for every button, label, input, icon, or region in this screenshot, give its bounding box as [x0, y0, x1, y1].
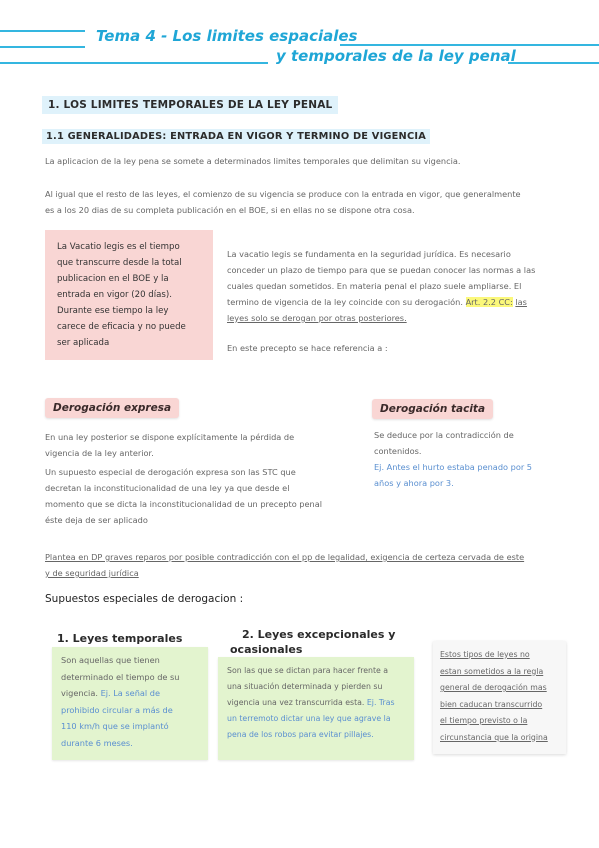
vacatio-text-line: La vacatio legis se fundamenta en la seguridad jurídica. Es necesario — [227, 249, 511, 259]
planteo-line-2: y de seguridad jurídica — [45, 568, 139, 578]
header-line-left-bottom — [0, 46, 85, 48]
tacita-example-line: Ej. Antes el hurto estaba penado por 5 — [374, 462, 533, 472]
vacatio-text-line: cuales quedan sometidos. En materia penal el plazo suele ampliarse. El — [227, 281, 522, 291]
vacatio-note-line: ser aplicada — [57, 338, 110, 348]
card2-example: Ej. Tras — [366, 698, 395, 707]
header-line-right-bottom — [508, 62, 599, 64]
expresa-line: En una ley posterior se dispone explícitamente la pérdida de — [45, 432, 295, 442]
card3-line: el tiempo previsto o la — [440, 716, 528, 725]
vacatio-text-line: leyes solo se derogan por otras posteriores. — [227, 313, 407, 323]
section-heading: 1. LOS LIMITES TEMPORALES DE LA LEY PENAL — [42, 96, 338, 114]
vigencia-line-2: es a los 20 dias de su completa publicación en el BOE, si en ellas no se dispone otra cosa. — [45, 205, 415, 215]
planteo-paragraph — [45, 549, 585, 581]
card1-line-3 — [61, 685, 208, 702]
card3-line: bien caducan transcurrido — [440, 699, 543, 709]
card1-line: prohibido circular a más de — [61, 704, 173, 715]
vacatio-text-line: conceder un plazo de tiempo para que se puedan conocer las normas a las — [227, 265, 536, 275]
card3-line: circunstancia que la origina — [440, 732, 548, 742]
card2-line: Son las que se dictan para hacer frente a — [227, 666, 389, 675]
tacita-line: Se deduce por la contradicción de — [374, 430, 514, 440]
intro-paragraph — [45, 153, 565, 169]
vacatio-note-line: La Vacatio legis es el tiempo — [57, 242, 180, 252]
card-derogacion-note — [433, 641, 566, 754]
card-leyes-temporales — [52, 647, 208, 760]
card2-line: una situación determinada y pierden su — [227, 682, 383, 691]
vacatio-text-span: las — [515, 297, 527, 307]
card-leyes-excepcionales — [218, 657, 414, 760]
page-title-line2: y temporales de la ley penal — [276, 47, 516, 65]
header-line-right-top — [340, 44, 599, 46]
vacatio-explanation — [227, 246, 572, 356]
tacita-example-line: años y ahora por 3. — [374, 478, 454, 488]
vigencia-paragraph — [45, 186, 585, 218]
card2-line: pena de los robos para evitar pillajes. — [227, 730, 374, 739]
vacatio-note-line: que transcurre desde la total — [57, 258, 182, 268]
vacatio-text-line-4 — [227, 294, 572, 310]
card1-line: determinado el tiempo de su — [61, 671, 180, 682]
header-line-mid-bottom — [0, 62, 268, 64]
card-leyes-temporales-title: 1. Leyes temporales — [57, 632, 183, 645]
derogacion-tacita-text — [374, 427, 574, 491]
vacatio-text-span: termino de vigencia de la ley coincide con su derogación. — [227, 297, 463, 307]
card3-line: estan sometidos a la regla — [440, 666, 544, 676]
article-reference-highlight: Art. 2.2 CC: — [465, 297, 513, 307]
card1-line: durante 6 meses. — [61, 737, 133, 748]
expresa-line: decretan la inconstitucionalidad de una ley ya que desde el — [45, 483, 290, 493]
card1-span: vigencia. — [61, 688, 98, 698]
vacatio-note-line: publicacion en el BOE y la — [57, 274, 169, 284]
card2-title-line: ocasionales — [230, 643, 303, 656]
intro-line: La aplicacion de la ley pena se somete a determinados limites temporales que delimitan su vigencia. — [45, 156, 461, 166]
vigencia-line-1: Al igual que el resto de las leyes, el comienzo de su vigencia se produce con la entrada en vigor, que generalmente — [45, 189, 521, 199]
tacita-line: contenidos. — [374, 446, 422, 456]
card2-line: un terremoto dictar una ley que agrave la — [227, 714, 391, 723]
vacatio-note-line: carece de eficacia y no puede — [57, 322, 186, 332]
card3-line: Estos tipos de leyes no — [440, 650, 530, 659]
expresa-line: vigencia de la ley anterior. — [45, 448, 154, 458]
sub-heading: 1.1 GENERALIDADES: ENTRADA EN VIGOR Y TERMINO DE VIGENCIA — [42, 129, 430, 144]
card2-span: vigencia una vez transcurrida esta. — [227, 698, 365, 707]
card-leyes-excepcionales-title — [230, 627, 396, 657]
derogacion-tacita-label: Derogación tacita — [372, 399, 493, 419]
derogacion-expresa-label: Derogación expresa — [45, 398, 179, 418]
supuestos-title: Supuestos especiales de derogacion : — [45, 593, 244, 605]
card2-title-line: 2. Leyes excepcionales y — [242, 628, 396, 641]
vacatio-note-line: entrada en vigor (20 días). — [57, 290, 172, 300]
card1-line: 110 km/h que se implantó — [61, 721, 169, 731]
card1-line: Son aquellas que tienen — [61, 655, 160, 665]
card2-line-3 — [227, 695, 414, 711]
vacatio-legis-note — [45, 230, 213, 360]
expresa-line: Un supuesto especial de derogación expresa son las STC que — [45, 467, 296, 477]
page-title-line1: Tema 4 - Los limites espaciales — [96, 27, 358, 45]
header-line-left-top — [0, 30, 85, 32]
vacatio-text-line: En este precepto se hace referencia a : — [227, 343, 388, 353]
derogacion-expresa-text — [45, 429, 355, 528]
card1-example: Ej. La señal de — [100, 688, 161, 698]
expresa-line: éste deja de ser aplicado — [45, 515, 148, 525]
planteo-line-1: Plantea en DP graves reparos por posible contradicción con el pp de legalidad, exigencia de certeza cervada de este — [45, 552, 525, 562]
vacatio-note-line: Durante ese tiempo la ley — [57, 306, 169, 316]
card3-line: general de derogación mas — [440, 683, 547, 692]
expresa-line: momento que se dicta la inconstitucionalidad de un precepto penal — [45, 499, 323, 509]
